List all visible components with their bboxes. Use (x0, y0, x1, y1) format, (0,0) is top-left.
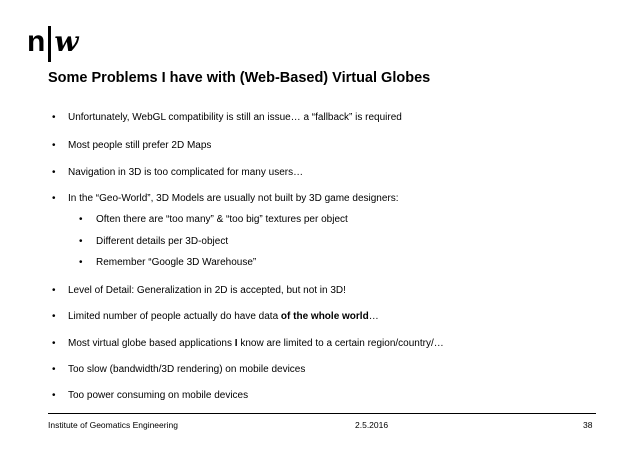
bullet-text: Different details per 3D-object (96, 236, 229, 247)
bullet-item (52, 193, 399, 204)
footer-date: 2.5.2016 (355, 420, 389, 430)
bullet-symbol: • (79, 257, 83, 268)
bullet-item (52, 167, 303, 178)
bullet-item (52, 140, 211, 151)
bullet-item (52, 285, 346, 296)
bullet-symbol: • (52, 193, 56, 204)
logo-letter-n: n (27, 25, 45, 58)
bullet-text: Unfortunately, WebGL compatibility is still an issue… a “fallback” is required (68, 112, 402, 123)
sub-bullet-item (79, 236, 228, 247)
bullet-symbol: • (52, 338, 56, 349)
slide-title: Some Problems I have with (Web-Based) Virtual Globes (48, 70, 431, 86)
bullet-text: Most people still prefer 2D Maps (68, 140, 212, 151)
footer-page-number: 38 (583, 420, 593, 430)
bullet-symbol: • (52, 112, 56, 123)
bullet-item (52, 338, 444, 349)
bullet-item (52, 390, 248, 401)
bullet-text: Often there are “too many” & “too big” textures per object (96, 214, 348, 225)
bullet-symbol: • (52, 311, 56, 322)
bullet-text: Too slow (bandwidth/3D rendering) on mobile devices (68, 364, 306, 375)
logo-letter-w: w (54, 25, 79, 58)
bullet-text: Too power consuming on mobile devices (68, 390, 249, 401)
bullet-text (68, 338, 444, 349)
bullet-symbol: • (52, 140, 56, 151)
bullet-item (52, 311, 379, 322)
bullet-text (68, 311, 379, 322)
bullet-symbol: • (79, 236, 83, 247)
bullet-text: Navigation in 3D is too complicated for many users… (68, 167, 304, 178)
bullet-symbol: • (52, 167, 56, 178)
bullet-text: Level of Detail: Generalization in 2D is accepted, but not in 3D! (68, 285, 346, 296)
bullet-text-bold: of the whole world (280, 311, 369, 322)
bullet-text-plain: Limited number of people actually do have data (68, 311, 281, 322)
bullet-text-plain: Most virtual globe based applications (68, 338, 235, 349)
bullet-text: In the “Geo-World”, 3D Models are usually not built by 3D game designers: (68, 193, 399, 204)
bullet-symbol: • (52, 364, 56, 375)
sub-bullet-item (79, 257, 256, 268)
bullet-text: Remember “Google 3D Warehouse” (96, 257, 257, 268)
footer-institute: Institute of Geomatics Engineering (48, 420, 178, 430)
bullet-symbol: • (52, 285, 56, 296)
bullet-text-plain: know are limited to a certain region/country/… (237, 338, 444, 349)
bullet-text-bold: I (234, 338, 238, 349)
bullet-item (52, 364, 305, 375)
bullet-text-plain: … (368, 311, 379, 322)
footer-divider (48, 413, 596, 414)
bullet-symbol: • (52, 390, 56, 401)
bullet-item (52, 112, 402, 123)
sub-bullet-item (79, 214, 348, 225)
bullet-symbol: • (79, 214, 83, 225)
